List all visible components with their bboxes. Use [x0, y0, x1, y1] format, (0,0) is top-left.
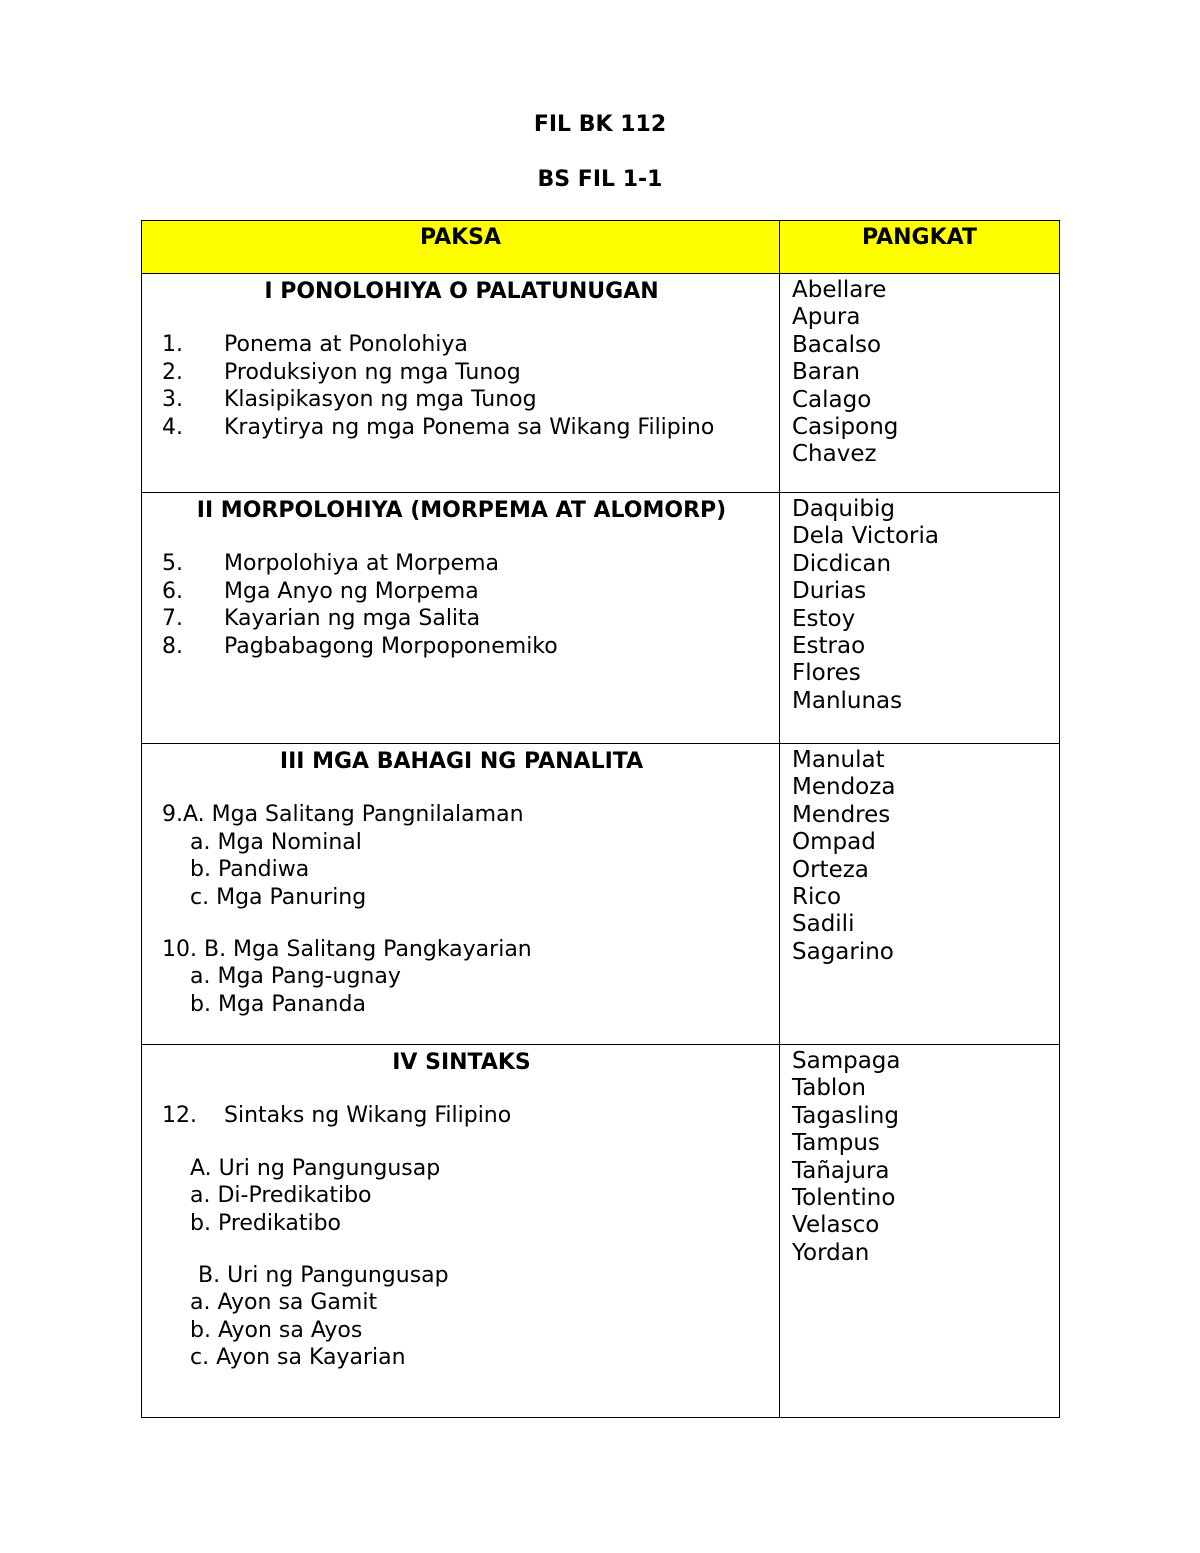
item-text: Mga Anyo ng Morpema	[224, 578, 479, 604]
item-number: 1.	[162, 332, 183, 358]
sub-item: a. Di-Predikatibo	[190, 1183, 372, 1209]
member-name: Apura	[792, 304, 861, 331]
item-number: 6.	[162, 578, 183, 604]
sub-item: b. Predikatibo	[190, 1210, 342, 1236]
table-row	[142, 493, 1060, 744]
list-item	[162, 1102, 761, 1129]
member-name: Ompad	[792, 829, 876, 856]
member-name: Manulat	[792, 747, 885, 773]
member-name: Tampus	[792, 1130, 880, 1157]
sub-item: a. Ayon sa Gamit	[190, 1290, 378, 1316]
member-name: Daquibig	[792, 496, 895, 522]
pangkat-cell	[780, 744, 1060, 1045]
item-number: 4.	[162, 414, 183, 440]
document-subtitle: BS FIL 1-1	[537, 167, 663, 192]
member-name: Estoy	[792, 605, 856, 632]
member-name: Tolentino	[792, 1185, 896, 1212]
member-name: Dela Victoria	[792, 523, 939, 550]
item-text: Ponema at Ponolohiya	[224, 332, 468, 358]
pangkat-cell	[780, 493, 1060, 744]
pangkat-cell	[780, 274, 1060, 493]
member-name: Tagasling	[792, 1102, 899, 1129]
table-row	[142, 744, 1060, 1045]
member-name: Sagarino	[792, 938, 894, 965]
member-name: Casipong	[792, 414, 899, 441]
member-name: Sampaga	[792, 1048, 901, 1074]
group-heading: A. Uri ng Pangungusap	[190, 1155, 441, 1181]
table-row	[142, 1045, 1060, 1418]
member-name: Calago	[792, 386, 872, 413]
sub-item: b. Ayon sa Ayos	[190, 1317, 363, 1343]
table-row	[142, 274, 1060, 493]
member-name: Tañajura	[792, 1157, 890, 1184]
table-header-row	[142, 221, 1060, 274]
item-number: 7.	[162, 606, 183, 632]
list-item	[162, 633, 761, 660]
member-name: Tablon	[792, 1075, 866, 1102]
member-name: Orteza	[792, 856, 869, 883]
member-name: Estrao	[792, 633, 866, 660]
header-pangkat: PANGKAT	[780, 221, 1060, 274]
member-name: Rico	[792, 884, 842, 911]
item-number: 3.	[162, 387, 183, 413]
member-name: Flores	[792, 660, 861, 687]
item-text: Pagbabagong Morpoponemiko	[224, 633, 558, 659]
member-name: Manlunas	[792, 687, 903, 714]
member-name: Bacalso	[792, 331, 882, 358]
list-item	[162, 550, 761, 577]
list-item	[162, 386, 761, 413]
item-number: 2.	[162, 359, 183, 385]
list-item	[162, 414, 761, 441]
item-text: Klasipikasyon ng mga Tunog	[224, 387, 537, 413]
paksa-cell	[142, 744, 780, 1045]
item-text: Produksiyon ng mga Tunog	[224, 359, 521, 385]
header-paksa: PAKSA	[142, 221, 780, 274]
sub-item: a. Mga Pang-ugnay	[190, 964, 401, 990]
member-name: Yordan	[792, 1239, 870, 1266]
section-title: III MGA BAHAGI NG PANALITA	[279, 749, 644, 774]
sub-item: c. Ayon sa Kayarian	[190, 1345, 406, 1371]
member-name: Abellare	[792, 277, 887, 303]
paksa-cell	[142, 1045, 780, 1418]
topics-table	[141, 220, 1060, 1418]
group-heading: 10. B. Mga Salitang Pangkayarian	[162, 937, 532, 963]
item-text: Morpolohiya at Morpema	[224, 551, 500, 577]
member-name: Baran	[792, 359, 861, 386]
sub-item: a. Mga Nominal	[190, 829, 362, 855]
member-name: Dicdican	[792, 550, 892, 577]
item-text: Kraytirya ng mga Ponema sa Wikang Filipino	[224, 414, 715, 440]
list-item	[162, 359, 761, 386]
member-name: Velasco	[792, 1212, 880, 1239]
section-title: IV SINTAKS	[392, 1050, 531, 1075]
sub-item: b. Mga Pananda	[190, 991, 366, 1017]
group-heading: 9.A. Mga Salitang Pangnilalaman	[162, 802, 524, 828]
member-name: Sadili	[792, 911, 855, 938]
item-number: 12.	[162, 1103, 197, 1129]
group-heading: B. Uri ng Pangungusap	[198, 1263, 449, 1289]
document-title: FIL BK 112	[533, 112, 667, 137]
item-number: 8.	[162, 633, 183, 659]
member-name: Mendoza	[792, 774, 896, 801]
paksa-cell	[142, 274, 780, 493]
section-title: II MORPOLOHIYA (MORPEMA AT ALOMORP)	[196, 498, 727, 523]
paksa-cell	[142, 493, 780, 744]
pangkat-cell	[780, 1045, 1060, 1418]
sub-item: c. Mga Panuring	[190, 884, 367, 910]
member-name: Chavez	[792, 441, 877, 468]
list-item	[162, 605, 761, 632]
section-title: I PONOLOHIYA O PALATUNUGAN	[264, 279, 659, 304]
item-number: 5.	[162, 551, 183, 577]
sub-item: b. Pandiwa	[190, 857, 310, 883]
list-item	[162, 331, 761, 358]
member-name: Durias	[792, 578, 867, 605]
list-item	[162, 578, 761, 605]
item-text: Kayarian ng mga Salita	[224, 606, 481, 632]
item-text: Sintaks ng Wikang Filipino	[224, 1103, 512, 1129]
member-name: Mendres	[792, 801, 891, 828]
